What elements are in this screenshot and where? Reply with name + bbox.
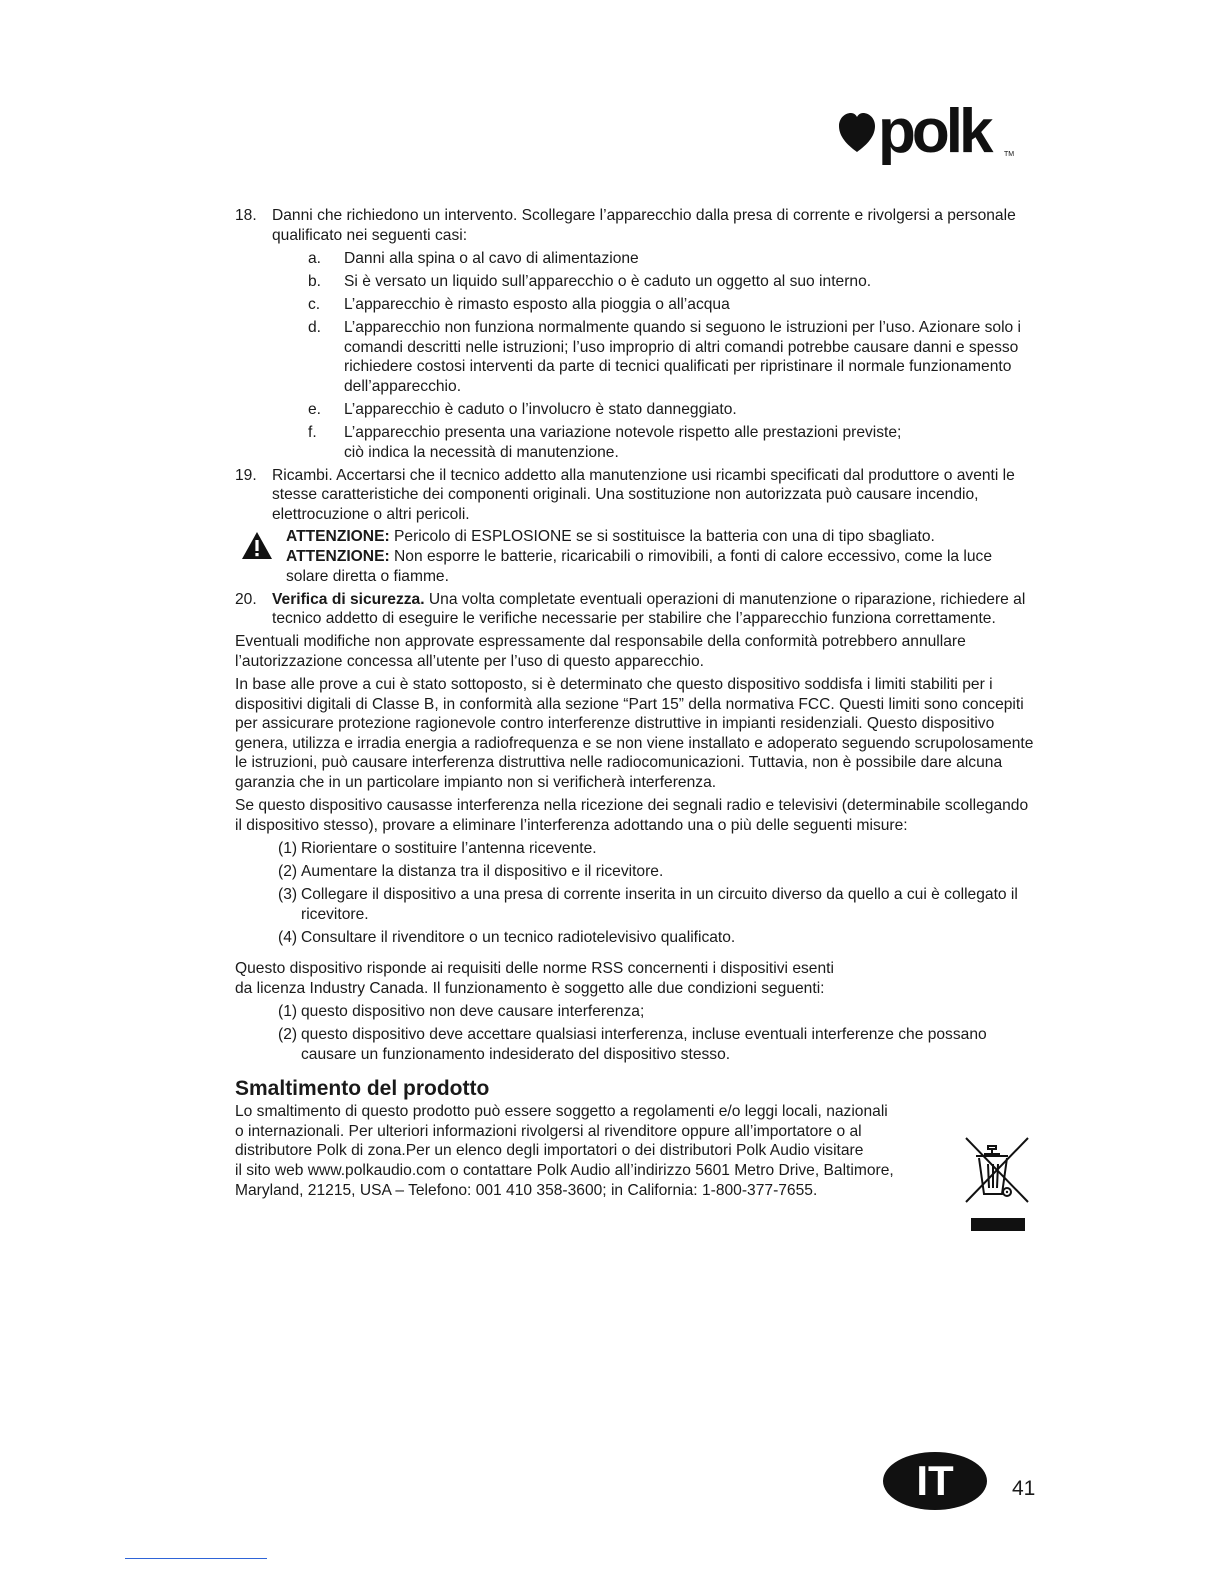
warning-explosion	[286, 527, 1035, 547]
item-text: Una volta completate eventuali operazioni di manutenzione o riparazione, richiedere al tecnico addetto di eseguire le verifiche necessarie per stabilire che l’apparecchio funziona correttamente.	[272, 590, 1026, 628]
item-19	[235, 466, 1035, 525]
sub-item-b	[235, 272, 1035, 292]
item-label: Verifica di sicurezza.	[272, 590, 425, 608]
warning-label: ATTENZIONE:	[286, 548, 390, 565]
sub-letter: a.	[308, 249, 322, 267]
item-number: 20.	[235, 590, 257, 608]
trademark-mark: TM	[1004, 151, 1015, 158]
condition-text: questo dispositivo deve accettare qualsiasi interferenza, incluse eventuali interferenze che possano causare un funzionamento indesiderato del dispositivo stesso.	[301, 1026, 987, 1063]
sub-text-line: ciò indica la necessità di manutenzione.	[344, 443, 619, 461]
sub-text: L’apparecchio è rimasto esposto alla pioggia o all’acqua	[344, 295, 730, 313]
measure-text: Riorientare o sostituire l’antenna ricevente.	[301, 839, 597, 857]
sub-text: Danni alla spina o al cavo di alimentazione	[344, 249, 639, 267]
fcc-class-b-statement: In base alle prove a cui è stato sottoposto, si è determinato che questo dispositivo soddisfa i limiti stabiliti per i dispositivi digitali di Classe B, in conformità alla sezione “Part 15” della normativa FCC. Questi limiti sono concepiti per assicurare protezione ragionevole contro interferenze distruttive in impianti residenziali. Questo dispositivo genera, utilizza e irradia energia a radiofrequenza e se non viene installato e adoperato seguendo scrupolosamente le istruzioni, può causare interferenza distruttiva nelle radiocomunicazioni. Tuttavia, non è possibile dare alcuna garanzia che in un particolare impianto non si verificherà interferenza.	[235, 676, 1034, 792]
warning-triangle-icon	[241, 531, 273, 560]
sub-letter: e.	[308, 400, 322, 418]
measure-number: (2)	[278, 862, 298, 880]
measure-number: (4)	[278, 928, 298, 946]
polk-logo	[838, 94, 1018, 180]
item-text: Danni che richiedono un intervento. Scollegare l’apparecchio dalla presa di corrente e rivolgersi a personale qualificato nei seguenti casi:	[272, 207, 1016, 244]
sub-letter: d.	[308, 318, 322, 336]
sub-text: Si è versato un liquido sull’apparecchio o è caduto un oggetto al suo interno.	[344, 272, 872, 290]
disposal-text	[235, 1102, 945, 1200]
heart-icon	[839, 113, 875, 152]
sub-text-line: L’apparecchio presenta una variazione notevole rispetto alle prestazioni previste;	[344, 423, 902, 441]
main-content	[235, 206, 1035, 1200]
disposal-line: Lo smaltimento di questo prodotto può essere soggetto a regolamenti e/o leggi locali, nazionali	[235, 1103, 888, 1121]
disposal-line: Maryland, 21215, USA – Telefono: 001 410 358-3600; in California: 1-800-377-7655.	[235, 1181, 818, 1199]
warning-heat	[286, 547, 1035, 586]
language-code: IT	[916, 1457, 954, 1504]
fcc-modification-notice: Eventuali modifiche non approvate espressamente dal responsabile della conformità potrebbero annullare l’autorizzazione concessa all’utente per l’uso di questo apparecchio.	[235, 633, 966, 670]
measure-item	[235, 862, 1035, 882]
sub-item-a	[235, 249, 1035, 269]
sub-text: L’apparecchio è caduto o l’involucro è stato danneggiato.	[344, 400, 737, 418]
disposal-heading: Smaltimento del prodotto	[235, 1077, 490, 1101]
footer-rule	[125, 1558, 267, 1559]
weee-bin-icon	[962, 1132, 1034, 1236]
fcc-interference-remedy: Se questo dispositivo causasse interferenza nella ricezione dei segnali radio e televisivi (determinabile scollegando il dispositivo stesso), provare a eliminare l’interferenza adottando una o più delle seguenti misure:	[235, 797, 1029, 834]
measure-item	[235, 839, 1035, 859]
measure-text: Consultare il rivenditore o un tecnico radiotelevisivo qualificato.	[301, 928, 736, 946]
item-18	[235, 206, 1035, 245]
warning-block	[235, 527, 1035, 586]
measure-text: Aumentare la distanza tra il dispositivo e il ricevitore.	[301, 862, 664, 880]
measure-item	[235, 928, 1035, 948]
industry-canada-notice	[235, 959, 1035, 998]
item-number: 19.	[235, 466, 257, 484]
condition-item	[235, 1002, 1035, 1022]
warning-label: ATTENZIONE:	[286, 528, 390, 546]
sub-item-f	[235, 423, 1035, 462]
measure-number: (1)	[278, 839, 298, 857]
language-badge	[882, 1451, 988, 1511]
page-number: 41	[1012, 1477, 1036, 1500]
condition-item	[235, 1025, 1035, 1064]
condition-text: questo dispositivo non deve causare interferenza;	[301, 1002, 645, 1020]
warning-text: Pericolo di ESPLOSIONE se si sostituisce la batteria con una di tipo sbagliato.	[394, 528, 935, 546]
sub-letter: c.	[308, 295, 321, 313]
item-text: Ricambi. Accertarsi che il tecnico addetto alla manutenzione usi ricambi specificati dal produttore o aventi le stesse caratteristiche dei componenti originali. Una sostituzione non autorizzata può causare incendio, elettrocuzione o altri pericoli.	[272, 466, 1015, 523]
measure-number: (3)	[278, 886, 298, 903]
sub-item-d	[235, 318, 1035, 396]
logo-wordmark: polk	[878, 97, 990, 166]
sub-letter: f.	[308, 423, 317, 441]
item-20	[235, 590, 1035, 629]
measure-item	[235, 885, 1035, 924]
sub-letter: b.	[308, 272, 322, 290]
sub-item-e	[235, 400, 1035, 420]
canada-line: Questo dispositivo risponde ai requisiti delle norme RSS concernenti i dispositivi esenti	[235, 960, 834, 978]
condition-number: (2)	[278, 1026, 298, 1044]
disposal-line: o internazionali. Per ulteriori informazioni rivolgersi al rivenditore oppure all’importatore o al	[235, 1122, 862, 1140]
canada-line: da licenza Industry Canada. Il funzionamento è soggetto alle due condizioni seguenti:	[235, 979, 825, 997]
sub-item-c	[235, 295, 1035, 315]
item-number: 18.	[235, 207, 257, 224]
disposal-line: distributore Polk di zona.Per un elenco degli importatori o dei distributori Polk Audio visitare	[235, 1142, 864, 1160]
measure-text: Collegare il dispositivo a una presa di corrente inserita in un circuito diverso da quello a cui è collegato il ricevitore.	[301, 886, 1018, 923]
disposal-line: il sito web www.polkaudio.com o contattare Polk Audio all’indirizzo 5601 Metro Drive, Baltimore,	[235, 1162, 894, 1180]
condition-number: (1)	[278, 1002, 298, 1020]
warning-text: Non esporre le batterie, ricaricabili o rimovibili, a fonti di calore eccessivo, come la luce solare diretta o fiamme.	[286, 548, 993, 585]
sub-text: L’apparecchio non funziona normalmente quando si seguono le istruzioni per l’uso. Azionare solo i comandi descritti nelle istruzioni; l’uso improprio di altri comandi potrebbe causare danni e spesso richiedere costosi interventi da parte di tecnici qualificati per ripristinare il normale funzionamento dell’apparecchio.	[344, 318, 1022, 395]
